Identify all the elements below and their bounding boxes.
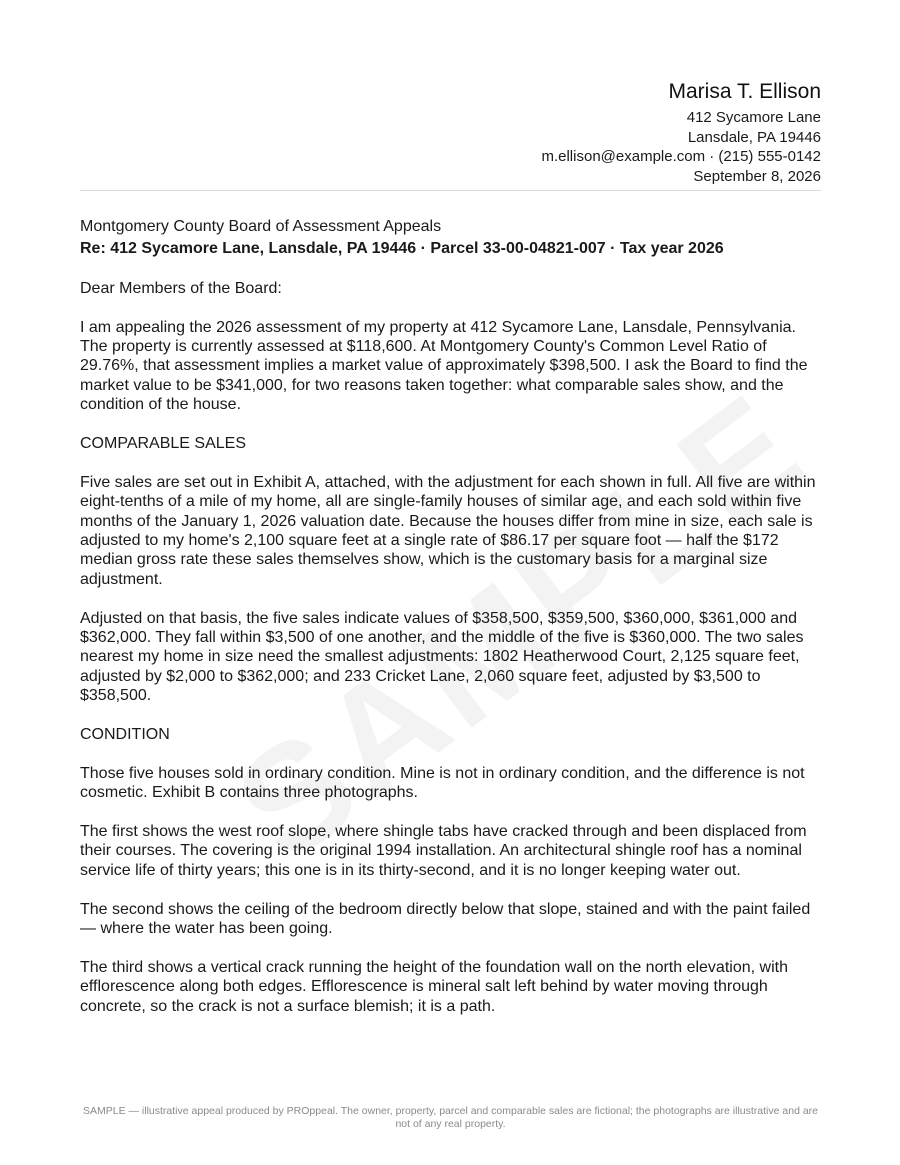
condition-heading: CONDITION <box>80 726 170 744</box>
comparables-paragraph-1: Five sales are set out in Exhibit A, attached, with the adjustment for each shown in full. All five are within eight-tenths of a mile of my home, all are single-family houses of similar age, and each sold within five months of the January 1, 2026 valuation date. Because the houses differ from mine in size, each sale is adjusted to my home's 2,100 square feet at a single rate of $86.17 per square foot — half the $172 median gross rate these sales themselves show, which is the customary basis for a marginal size adjustment. <box>80 473 816 588</box>
sender-contact: m.ellison@example.com · (215) 555-0142 <box>541 148 821 165</box>
sender-address-line1: 412 Sycamore Lane <box>686 109 821 126</box>
letter-date: September 8, 2026 <box>693 167 821 185</box>
footer-disclaimer: SAMPLE — illustrative appeal produced by PROppeal. The owner, property, parcel and comparable sales are fictional; the photographs are illustrative and are not of any real property. <box>82 1105 819 1130</box>
comparable-sales-heading: COMPARABLE SALES <box>80 435 246 453</box>
condition-paragraph-2: The first shows the west roof slope, where shingle tabs have cracked through and been displaced from their courses. The covering is the original 1994 installation. An architectural shingle roof has a nominal service life of thirty years; this one is in its thirty-second, and it is no longer keeping water out. <box>80 823 807 879</box>
letter-page <box>80 0 821 1165</box>
re-line: Re: 412 Sycamore Lane, Lansdale, PA 19446 · Parcel 33-00-04821-007 · Tax year 2026 <box>80 240 724 258</box>
salutation: Dear Members of the Board: <box>80 279 282 297</box>
condition-paragraph-4: The third shows a vertical crack running the height of the foundation wall on the north elevation, with efflorescence along both edges. Efflorescence is mineral salt left behind by water moving through concrete, so the crack is not a surface blemish; it is a path. <box>80 958 788 1015</box>
comparables-paragraph-2: Adjusted on that basis, the five sales indicate values of $358,500, $359,500, $360,000, $361,000 and $362,000. They fall within $3,500 of one another, and the middle of the five is $360,000. The two sales nearest my home in size need the smallest adjustments: 1802 Heatherwood Court, 2,125 square feet, adjusted by $2,000 to $362,000; and 233 Cricket Lane, 2,060 square feet, adjusted by $3,500 to $358,500. <box>80 609 804 705</box>
sender-name: Marisa T. Ellison <box>668 80 821 103</box>
letter-body <box>80 217 821 1036</box>
condition-paragraph-3: The second shows the ceiling of the bedroom directly below that slope, stained and with the paint failed — where the water has been going. <box>80 900 811 938</box>
recipient: Montgomery County Board of Assessment Appeals <box>80 218 442 235</box>
sender-address-line2: Lansdale, PA 19446 <box>687 128 821 146</box>
intro-paragraph: I am appealing the 2026 assessment of my property at 412 Sycamore Lane, Lansdale, Pennsylvania. The property is currently assessed at $118,600. At Montgomery County's Common Level Ratio of 29.76%, that assessment implies a market value of approximately $398,500. I ask the Board to find the market value to be $341,000, for two reasons taken together: what comparable sales show, and the condition of the house. <box>80 318 808 414</box>
sender-block <box>541 78 821 186</box>
condition-paragraph-1: Those five houses sold in ordinary condition. Mine is not in ordinary condition, and the difference is not cosmetic. Exhibit B contains three photographs. <box>80 764 805 802</box>
header-divider <box>80 190 821 191</box>
